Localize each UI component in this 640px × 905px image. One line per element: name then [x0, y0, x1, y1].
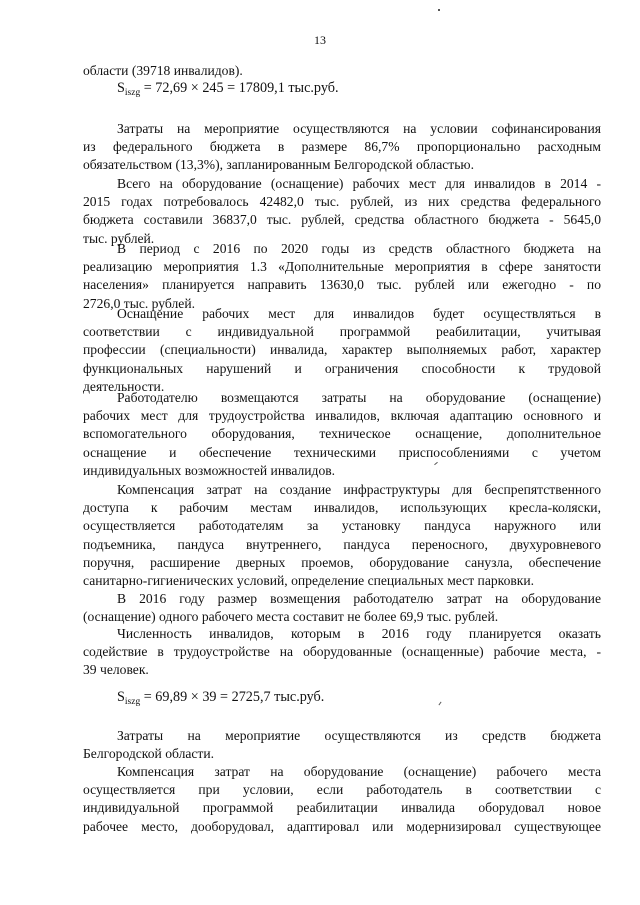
- paragraph-employer-reimbursement: [83, 389, 601, 480]
- text-line: осуществляется при условии, если работодатель в соответствии с: [83, 782, 601, 798]
- text-line: 39 человек.: [83, 662, 149, 678]
- scan-speck: [438, 702, 441, 706]
- formula-subscript: iszg: [124, 88, 141, 98]
- text-line: Белгородской области.: [83, 746, 215, 762]
- text-line: индивидуальных возможностей инвалидов.: [83, 462, 336, 478]
- text-line: поручня, расширение дверных проемов, оборудование санузла, обеспечение: [83, 554, 601, 570]
- paragraph-period-2016-2020: [83, 240, 601, 313]
- text-line: рабочих мест для трудоустройства инвалидов, включая адаптацию основного и: [83, 408, 601, 424]
- formula-expression: = 72,69 × 245 = 17809,1 тыс.руб.: [140, 80, 339, 96]
- formula-first: [117, 80, 339, 98]
- text-line: (оснащение) одного рабочего места составит не более 69,9 тыс. рублей.: [83, 609, 499, 625]
- text-line: населения» планируется направить 13630,0 тыс. рублей или ежегодно - по: [83, 277, 601, 293]
- formula-subscript: iszg: [124, 697, 141, 707]
- text-line: Всего на оборудование (оснащение) рабочих мест для инвалидов в 2014 -: [117, 176, 601, 191]
- paragraph-compensation-condition: [83, 763, 601, 836]
- scan-speck: [438, 9, 440, 11]
- text-line: обязательством (13,3%), запланированным Белгородской областью.: [83, 157, 474, 173]
- text-line: санитарно-гигиенических условий, определение специальных мест парковки.: [83, 573, 535, 589]
- paragraph-cofinancing: [83, 120, 601, 175]
- text-line: рабочее место, дооборудовал, адаптировал или модернизировал существующее: [83, 818, 601, 834]
- text-line: осуществляется работодателям за установку пандуса наружного или: [83, 518, 601, 534]
- text-line: деятельности.: [83, 378, 165, 394]
- text-line: Численность инвалидов, которым в 2016 году планируется оказать: [117, 626, 601, 641]
- text-line: вспомогательного оборудования, техническое оснащение, дополнительное: [83, 426, 601, 442]
- formula-second: [117, 689, 324, 707]
- paragraph-regional-budget: [83, 727, 601, 763]
- text-line: соответствии с индивидуальной программой реабилитации, учитывая: [83, 324, 601, 340]
- text-line: индивидуальной программой реабилитации инвалида оборудовал новое: [83, 800, 601, 816]
- text-line: 2015 годах потребовалось 42482,0 тыс. рублей, из них средства федерального: [83, 194, 601, 210]
- paragraph-workplace-equipment: [83, 305, 601, 396]
- text-line: из федерального бюджета в размере 86,7% пропорционально расходным: [83, 139, 601, 155]
- text-line: бюджета составили 36837,0 тыс. рублей, средства областного бюджета - 5645,0: [83, 212, 601, 228]
- text-line: Компенсация затрат на создание инфраструктуры для беспрепятственного: [117, 482, 601, 497]
- page-number: 13: [314, 33, 326, 47]
- formula-symbol: S: [117, 689, 125, 705]
- text-line: Затраты на мероприятие осуществляются на условии софинансирования: [117, 121, 601, 136]
- text-line: доступа к рабочим местам инвалидов, использующих кресла-коляски,: [83, 500, 601, 516]
- text-line: области (39718 инвалидов).: [83, 63, 243, 78]
- text-line: функциональных нарушений и ограничения способности к трудовой: [83, 360, 601, 376]
- text-line: В 2016 году размер возмещения работодателю затрат на оборудование: [117, 591, 601, 606]
- text-line: профессии (специальности) инвалида, характер выполняемых работ, характер: [83, 342, 601, 358]
- text-line: Затраты на мероприятие осуществляются из средств бюджета: [117, 728, 601, 743]
- text-line: Работодателю возмещаются затраты на оборудование (оснащение): [117, 390, 601, 405]
- paragraph-continuation: [83, 62, 601, 80]
- text-line: тыс. рублей.: [83, 230, 155, 246]
- text-line: реализацию мероприятия 1.3 «Дополнительные мероприятия в сфере занятости: [83, 259, 601, 275]
- formula-symbol: S: [117, 80, 125, 96]
- formula-expression: = 69,89 × 39 = 2725,7 тыс.руб.: [140, 689, 325, 705]
- text-line: оснащение и обеспечение техническими приспособлениями с учетом: [83, 444, 601, 460]
- text-line: подъемника, пандуса внутреннего, пандуса переносного, двухуровневого: [83, 536, 601, 552]
- paragraph-equipment-total: [83, 175, 601, 248]
- text-line: В период с 2016 по 2020 годы из средств областного бюджета на: [117, 241, 601, 256]
- paragraph-reimbursement-2016: [83, 590, 601, 626]
- text-line: содействие в трудоустройстве на оборудованные (оснащенные) рабочие места, -: [83, 644, 601, 660]
- paragraph-infrastructure: [83, 481, 601, 590]
- text-line: Оснащение рабочих мест для инвалидов будет осуществляться в: [117, 306, 601, 321]
- paragraph-disabled-count: [83, 625, 601, 680]
- text-line: Компенсация затрат на оборудование (оснащение) рабочего места: [117, 764, 601, 779]
- text-line: 2726,0 тыс. рублей.: [83, 295, 195, 311]
